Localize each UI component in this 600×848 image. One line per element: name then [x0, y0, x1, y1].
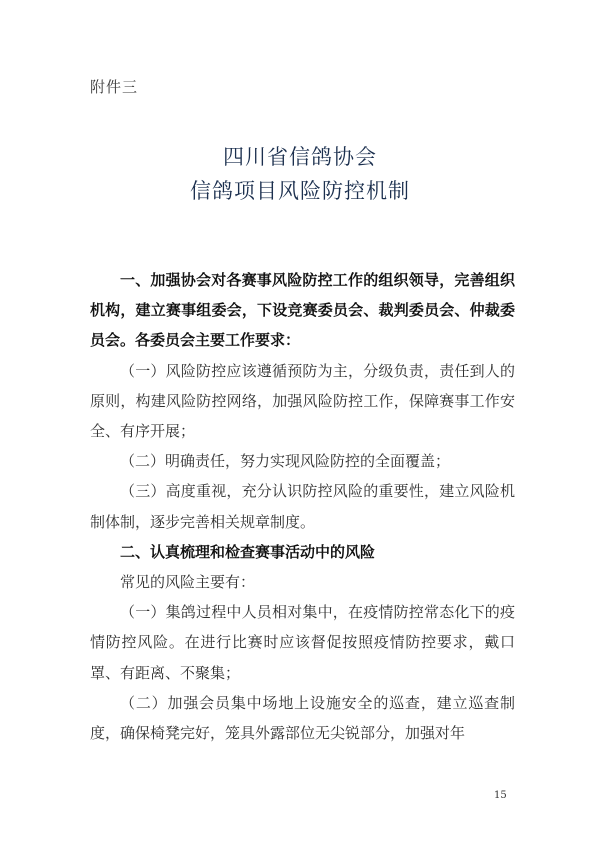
paragraph-item-2: （二）明确责任，努力实现风险防控的全面覆盖； — [120, 452, 451, 471]
paragraph-item-3: （三）高度重视，充分认识防控风险的重要性，建立风险机制体制，逐步完善相关规章制度。 — [90, 482, 515, 531]
paragraph-intro: 常见的风险主要有： — [120, 573, 256, 592]
section-heading-1: 一、加强协会对各赛事风险防控工作的组织领导，完善组织机构，建立赛事组委会，下设竞赛委员会、裁判委员会、仲裁委员会。各委员会主要工作要求： — [90, 271, 515, 350]
document-title — [0, 140, 600, 208]
document-body — [90, 265, 515, 748]
paragraph-item-5: （二）加强会员集中场地上设施安全的巡查，建立巡查制度，确保椅凳完好，笼具外露部位无尖锐部分，加强对年 — [90, 693, 515, 743]
title-line-1: 四川省信鸽协会 — [223, 145, 377, 169]
paragraph-item-1: （一）风险防控应该遵循预防为主，分级负责，责任到人的原则，构建风险防控网络，加强风险防控工作，保障赛事工作安全、有序开展； — [90, 361, 515, 441]
paragraph-item-4: （一）集鸽过程中人员相对集中，在疫情防控常态化下的疫情防控风险。在进行比赛时应该督促按照疫情防控要求，戴口罩、有距离、不聚集； — [90, 603, 515, 682]
attachment-label: 附件三 — [90, 78, 139, 96]
title-line-2: 信鸽项目风险防控机制 — [190, 179, 410, 203]
section-heading-2: 二、认真梳理和检查赛事活动中的风险 — [120, 542, 376, 561]
page-number: 15 — [494, 790, 507, 801]
